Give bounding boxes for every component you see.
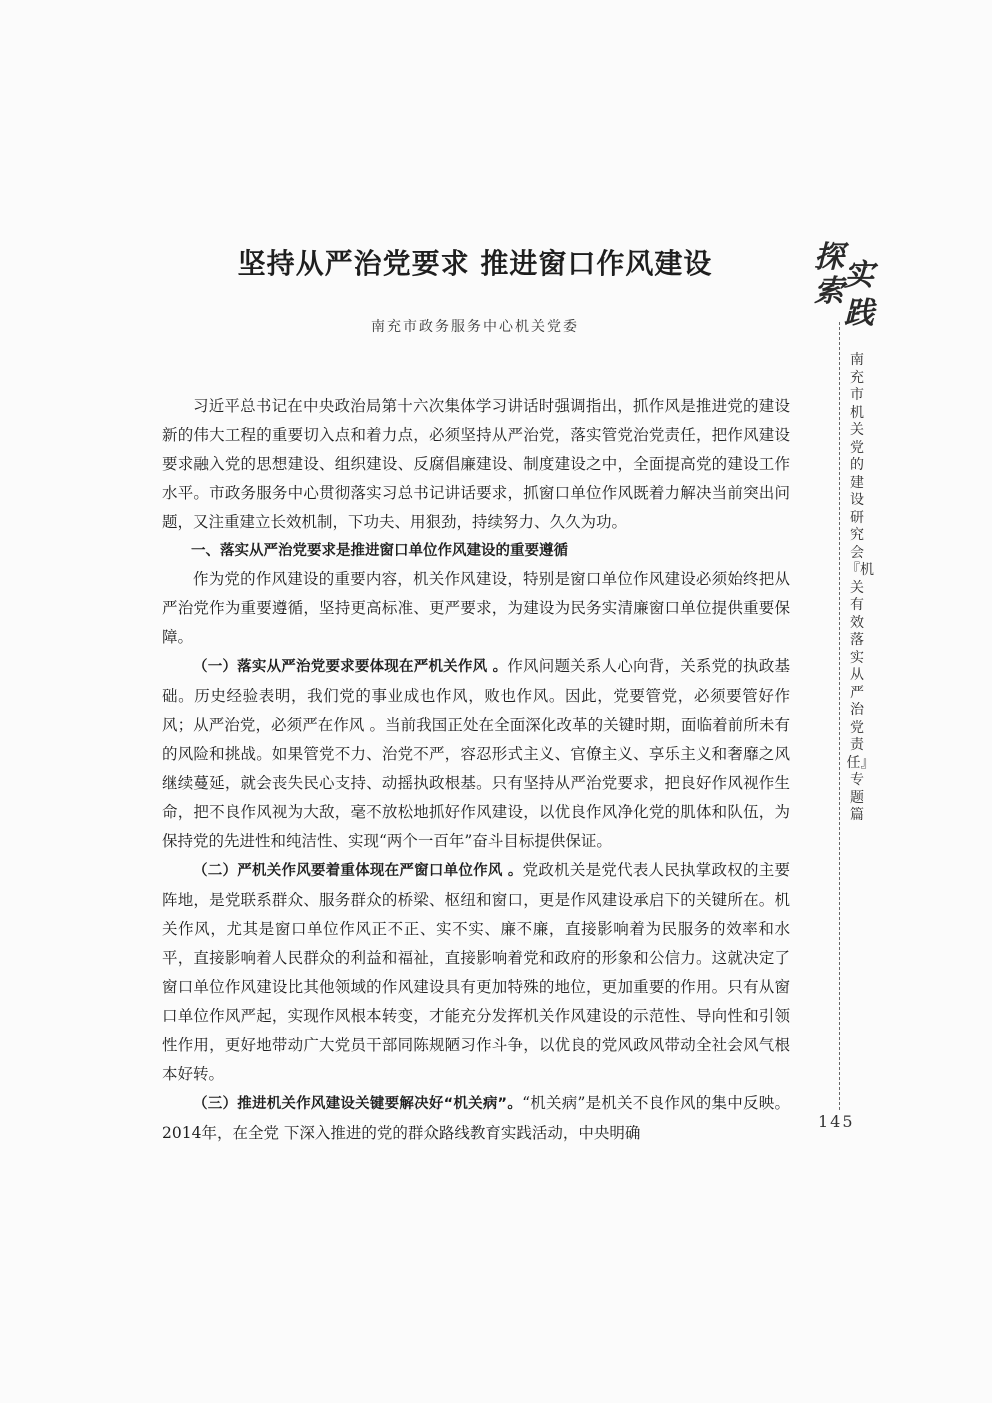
point-lead: （二）严机关作风要着重体现在严窗口单位作风 。 — [193, 863, 523, 879]
brand-char: 探 — [814, 240, 844, 275]
point-paragraph — [162, 856, 790, 1089]
section-heading: 一、落实从严治党要求是推进窗口单位作风建设的重要遵循 — [191, 543, 568, 559]
point-paragraph — [162, 652, 790, 856]
point-text: 作风问题关系人心向背，关系党的执政基础。历史经验表明，我们党的事业成也作风，败也作风。因此，党要管党，必须要管好作风；从严治党，必须严在作风 。当前我国正处在全面深化改革的关键时期，面临着前所未有的风险和挑战。如果管党不力、治党不严，容忍形式主义、官僚主义、享乐主义和奢靡之风继续蔓延，就会丧失民心支持、动摇执政根基。只有坚持从严治党要求，把良好作风视作生命，把不良作风视为大敌，毫不放松地抓好作风建设，以优良作风净化党的肌体和队伍，为保持党的先进性和纯洁性、实现“两个一百年”奋斗目标提供保证。 — [162, 657, 790, 850]
article-author: 南充市政务服务中心机关党委 — [371, 319, 579, 335]
point-paragraph — [162, 1089, 790, 1148]
point-lead: （一）落实从严治党要求要体现在严机关作风 。 — [193, 659, 508, 675]
point-text: 党政机关是党代表人民执掌政权的主要阵地，是党联系群众、服务群众的桥梁、枢纽和窗口，更是作风建设承启下的关键所在。机关作风，尤其是窗口单位作风正不正、实不实、廉不廉，直接影响着为民服务的效率和水平，直接影响着人民群众的利益和福祉，直接影响着党和政府的形象和公信力。这就决定了窗口单位作风建设比其他领域的作风建设具有更加特殊的地位，更加重要的作用。只有从窗口单位作风严起，实现作风根本转变，才能充分发挥机关作风建设的示范性、导向性和引领性作用，更好地带动广大党员干部同陈规陋习作斗争，以优良的党风政风带动全社会风气根本好转。 — [162, 861, 790, 1083]
brand-char: 索 — [814, 274, 844, 309]
article-title: 坚持从严治党要求 推进窗口作风建设 — [237, 247, 713, 280]
point-lead: （三）推进机关作风建设关键要解决好“机关病”。 — [193, 1096, 523, 1112]
page-number: 145 — [818, 1112, 855, 1131]
point-text: “机关病”是机关不良作风的集中反映。2014年，在全党 下深入推进的党的群众路线教育实践活动，中央明确 — [162, 1094, 790, 1142]
section-paragraph: 作为党的作风建设的重要内容，机关作风建设，特别是窗口单位作风建设必须始终把从严治党作为重要遵循，坚持更高标准、更严要求，为建设为民务实清廉窗口单位提供重要保障。 — [162, 570, 790, 646]
brand-char: 践 — [844, 296, 874, 331]
brand-char: 实 — [844, 258, 874, 293]
margin-dashed-rule — [839, 322, 840, 1110]
intro-paragraph: 习近平总书记在中央政治局第十六次集体学习讲话时强调指出，抓作风是推进党的建设新的伟大工程的重要切入点和着力点，必须坚持从严治党，落实管党治党责任，把作风建设要求融入党的思想建设、组织建设、反腐倡廉建设、制度建设之中，全面提高党的建设工作水平。市政务服务中心贯彻落实习总书记讲话要求，抓窗口单位作风既着力解决当前突出问题，又注重建立长效机制，下功夫、用狠劲，持续努力、久久为功。 — [162, 397, 790, 531]
article-body — [162, 392, 790, 1148]
section-brand-logo — [808, 232, 878, 331]
side-caption: 南充市机关党的建设研究会『机关有效落实从严治党责任』专题篇 — [846, 352, 874, 823]
